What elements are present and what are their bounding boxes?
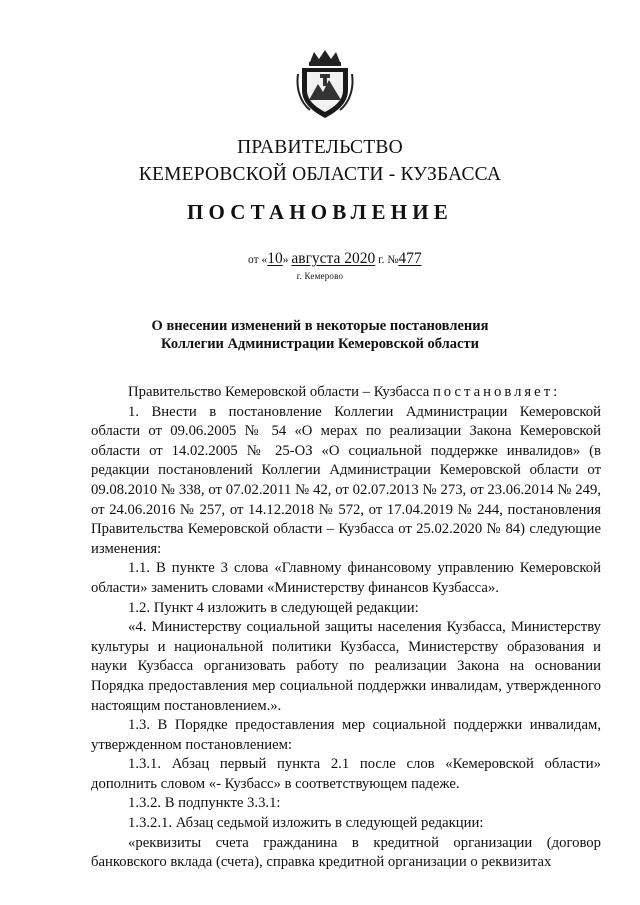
paragraph-1-3-2: 1.3.2. В подпункте 3.3.1: [128,795,281,812]
date-prefix: от « [248,254,268,266]
preamble-lead: Правительство Кемеровской области – Кузбасса [128,384,433,400]
paragraph-1: 1. Внести в постановление Коллегии Администрации Кемеровской области от 09.06.2005 № 54 «О мерах по реализации Закона Кемеровской области от 14.02.2005 № 25-ОЗ «О социальной поддержке инвалидов» (в редакции постановлений Коллегии Администрации Кемеровской области от 09.08.2010 № 338, от 07.02.2011 № 42, от 02.07.2013 № 273, от 23.06.2014 № 249, от 24.06.2016 № 257, от 14.12.2018 № 572, от 17.04.2019 № 244, постановления Правительства Кемеровской области – Кузбасса от 25.02.2020 № 84) следующие изменения: [91,403,601,557]
preamble-resolves: постановляет: [432,384,561,400]
document-subject [0,317,640,353]
number-prefix: № [387,254,399,266]
date-year-suffix: г. [378,254,385,266]
preamble-paragraph [91,383,601,403]
government-name-line1: ПРАВИТЕЛЬСТВО [237,137,403,158]
document-number: 477 [398,250,422,267]
document-dateline [248,250,422,268]
paragraph-1-2: 1.2. Пункт 4 изложить в следующей редакции: [128,599,419,616]
paragraph-1-3-1: 1.3.1. Абзац первый пункта 2.1 после слов «Кемеровской области» дополнить словом «- Кузбасс» в соответствующем падеже. [91,756,601,792]
date-day-close: » [282,254,289,266]
document-type-title: ПОСТАНОВЛЕНИЕ [186,200,454,224]
document-body [91,383,601,873]
paragraph-1-3: 1.3. В Порядке предоставления мер социальной поддержки инвалидам, утвержденном постановлением: [91,717,601,753]
subject-line2: Коллегии Администрации Кемеровской области [161,336,479,352]
paragraph-1-3-2-1: 1.3.2.1. Абзац седьмой изложить в следующей редакции: [128,815,484,832]
government-name-line2: КЕМЕРОВСКОЙ ОБЛАСТИ - КУЗБАССА [138,164,502,185]
document-city: г. Кемерово [296,271,344,281]
paragraph-1-2-text: «4. Министерству социальной защиты населения Кузбасса, Министерству культуры и национальной политики Кузбасса, Министерству образования и науки Кузбасса организовать работу по реализации Закона на основании Порядка предоставления мер социальной поддержки инвалидам, утвержденного настоящим постановлением.». [91,619,601,714]
date-day: 10 [267,250,283,267]
subject-line1: О внесении изменений в некоторые постановления [151,318,489,334]
date-month-year: августа 2020 [291,250,376,267]
paragraph-quote: «реквизиты счета гражданина в кредитной организации (договор банковского вклада (счета), справка кредитной организации о реквизитах [91,834,601,871]
paragraph-1-1: 1.1. В пункте 3 слова «Главному финансовому управлению Кемеровской области» заменить словами «Министерству финансов Кузбасса». [91,560,601,596]
coat-of-arms-icon [296,48,354,120]
